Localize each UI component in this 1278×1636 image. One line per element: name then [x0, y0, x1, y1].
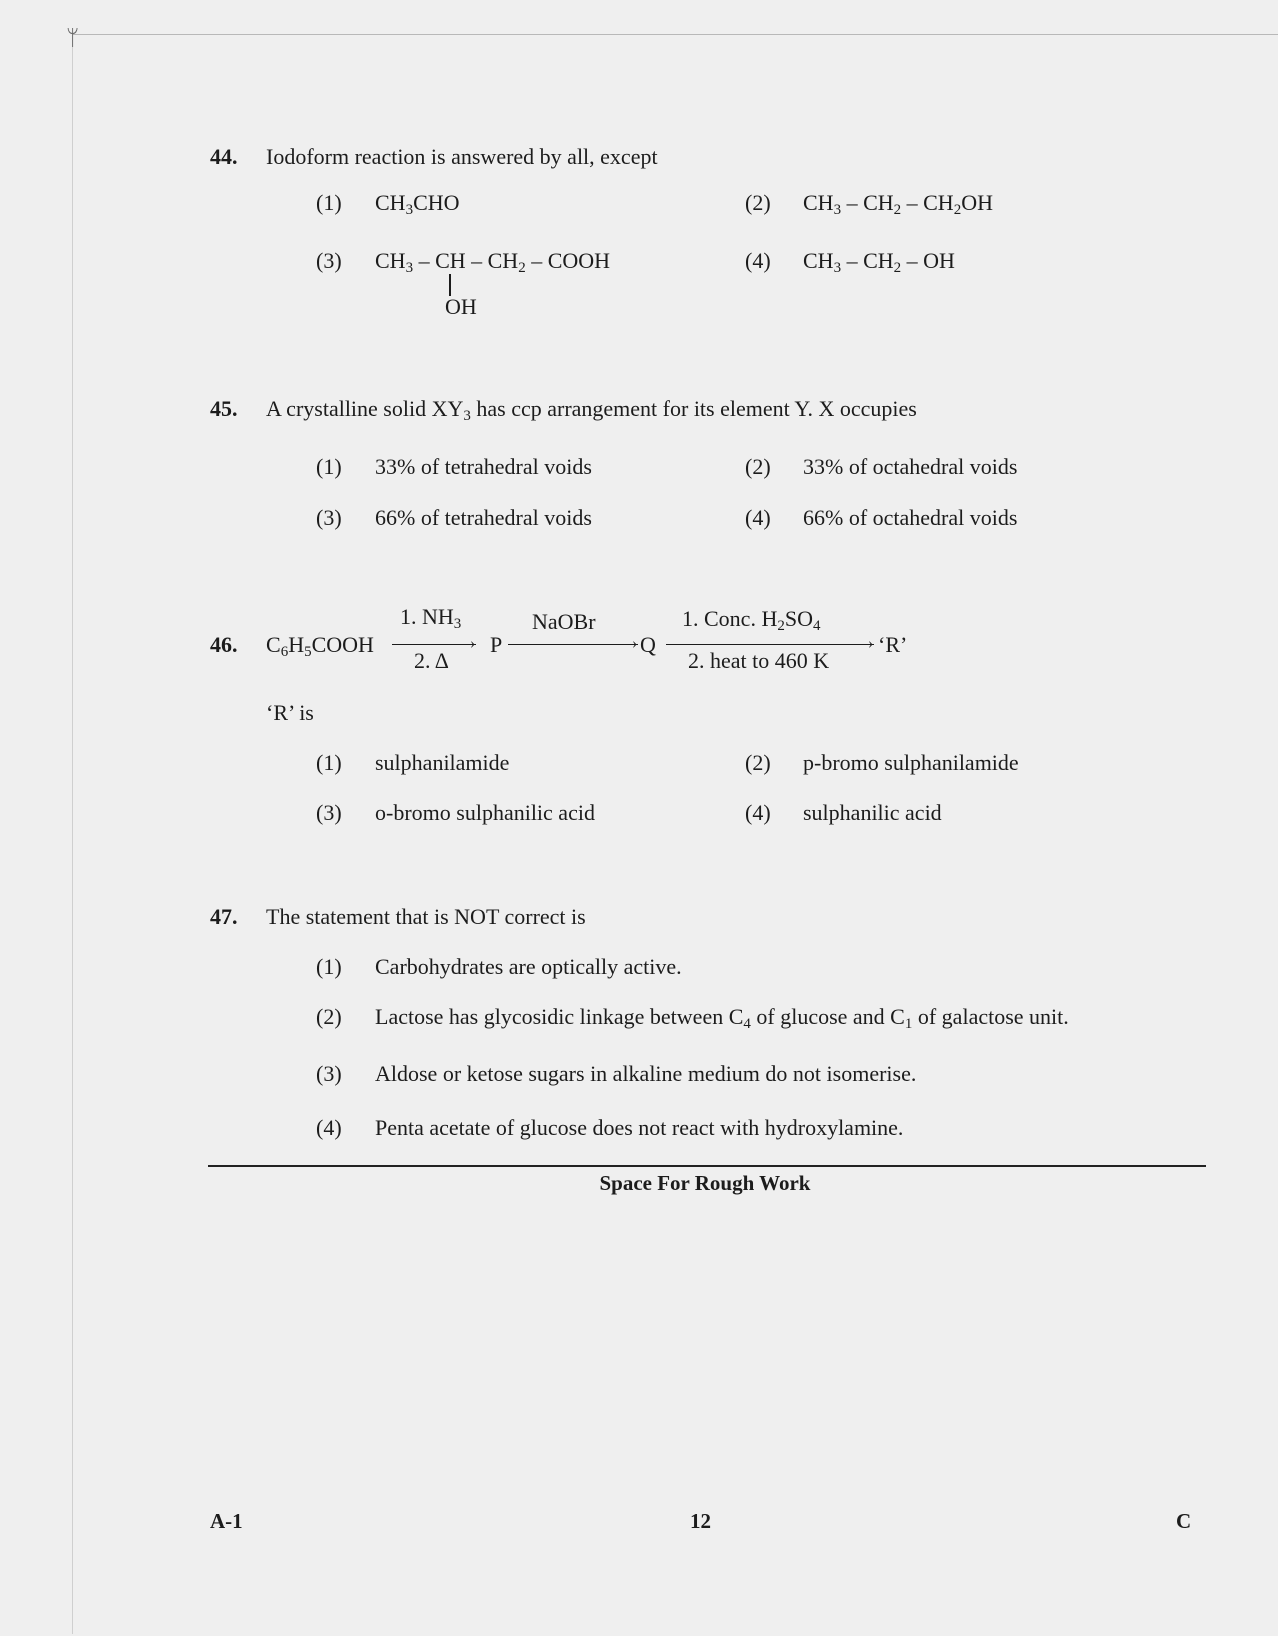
paper-code: A-1	[210, 1509, 243, 1533]
option-number: (4)	[316, 1115, 342, 1140]
question-text: ‘R’ is	[266, 700, 314, 725]
reactant: $C_6H_5COOH$	[266, 632, 374, 660]
option-number: (4)	[745, 248, 771, 273]
step2-reagent: NaOBr	[532, 609, 596, 634]
option-number: (4)	[745, 505, 771, 530]
arrow-head-icon: ›	[470, 635, 476, 652]
branch-group: OH	[445, 294, 477, 319]
option-number: (2)	[745, 454, 771, 479]
option-text: sulphanilic acid	[803, 800, 942, 825]
bond-line	[449, 274, 451, 296]
option-text: $CH_3$ – CH – $CH_2$ – COOH	[375, 248, 611, 276]
reaction-arrow-1	[392, 644, 476, 645]
option-text: p-bromo sulphanilamide	[803, 750, 1019, 775]
option-number: (3)	[316, 1061, 342, 1086]
option-number: (2)	[745, 190, 771, 215]
option-text: sulphanilamide	[375, 750, 510, 775]
option-number: (1)	[316, 954, 342, 979]
product-p: P	[490, 632, 503, 657]
reaction-arrow-2	[508, 644, 638, 645]
reaction-arrow-3	[666, 644, 874, 645]
step3-reagent-2: 2. heat to 460 K	[688, 648, 830, 673]
question-text: A crystalline solid $XY_3$ has ccp arrangement for its element Y. X occupies	[266, 396, 917, 424]
question-number: 46.	[210, 632, 238, 657]
question-text: The statement that is NOT correct is	[266, 904, 586, 929]
rough-work-label: Space For Rough Work	[599, 1171, 811, 1195]
option-number: (3)	[316, 800, 342, 825]
option-text: Penta acetate of glucose does not react with hydroxylamine.	[375, 1115, 904, 1140]
version-code: C	[1176, 1509, 1192, 1533]
option-number: (1)	[316, 750, 342, 775]
option-text: Carbohydrates are optically active.	[375, 954, 682, 979]
option-text: Lactose has glycosidic linkage between $C_4$ of glucose and $C_1$ of galactose unit.	[375, 1004, 1069, 1032]
option-text: 66% of octahedral voids	[803, 505, 1018, 530]
option-text: 33% of tetrahedral voids	[375, 454, 592, 479]
option-text: $CH_3 - CH_2 - CH_2OH$	[803, 190, 993, 218]
product-q: Q	[640, 632, 656, 657]
arrow-head-icon: ›	[632, 635, 638, 652]
product-r: ‘R’	[878, 632, 908, 657]
question-number: 45.	[210, 396, 238, 421]
option-number: (2)	[745, 750, 771, 775]
option-number: (3)	[316, 505, 342, 530]
option-number: (1)	[316, 190, 342, 215]
option-text: Aldose or ketose sugars in alkaline medium do not isomerise.	[375, 1061, 917, 1086]
option-text: 66% of tetrahedral voids	[375, 505, 592, 530]
option-number: (3)	[316, 248, 342, 273]
option-number: (4)	[745, 800, 771, 825]
page-number: 12	[690, 1509, 711, 1533]
left-border	[72, 34, 73, 1634]
question-text: Iodoform reaction is answered by all, except	[266, 144, 658, 169]
option-text: o-bromo sulphanilic acid	[375, 800, 595, 825]
arrow-head-icon: ›	[868, 635, 874, 652]
question-number: 44.	[210, 144, 238, 169]
divider	[208, 1165, 1206, 1167]
option-text: 33% of octahedral voids	[803, 454, 1018, 479]
question-number: 47.	[210, 904, 238, 929]
step1-reagent-2: 2. Δ	[414, 648, 449, 673]
option-text: $CH_3CHO$	[375, 190, 460, 218]
option-text: $CH_3 - CH_2$ – OH	[803, 248, 955, 276]
step1-reagent-1: 1. $NH_3$	[400, 604, 462, 632]
option-number: (1)	[316, 454, 342, 479]
step3-reagent-1: 1. Conc. $H_2SO_4$	[682, 606, 821, 634]
option-number: (2)	[316, 1004, 342, 1029]
top-border	[72, 34, 1278, 35]
corner-mark-icon: ᛘ	[66, 26, 80, 51]
